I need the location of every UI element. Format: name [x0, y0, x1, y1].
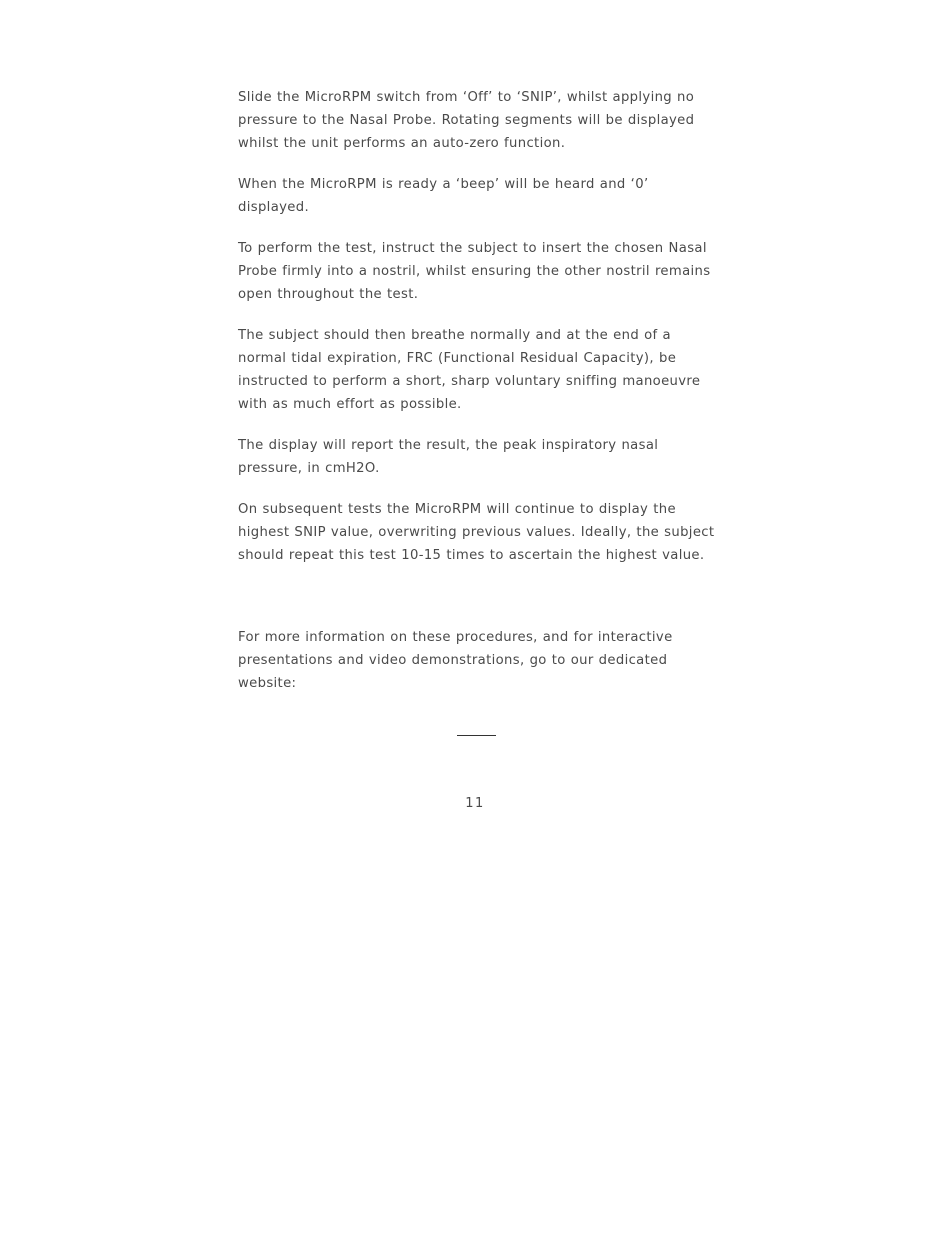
paragraph-more-information: For more information on these procedures, and for interactive presentations and video demonstrations, go to our dedicated website:: [238, 630, 673, 691]
paragraph-ready-beep: When the MicroRPM is ready a ‘beep’ will be heard and ‘0’ displayed.: [238, 177, 649, 215]
paragraph-subsequent-tests: On subsequent tests the MicroRPM will continue to display the highest SNIP value, overwriting previous values. Ideally, the subject should repeat this test 10-15 times to ascertain the highest value.: [238, 502, 715, 563]
footer-divider: [457, 735, 496, 736]
paragraph-display-result: The display will report the result, the peak inspiratory nasal pressure, in cmH2O.: [238, 438, 659, 476]
paragraph-switch-on: Slide the MicroRPM switch from ‘Off’ to ‘SNIP’, whilst applying no pressure to the Nasal Probe. Rotating segments will be displayed whilst the unit performs an auto-zero function.: [238, 90, 695, 151]
page-number: 11: [465, 796, 485, 811]
page-body: [238, 86, 722, 695]
paragraph-sniff-manoeuvre: The subject should then breathe normally and at the end of a normal tidal expiration, FRC (Functional Residual Capacity), be instructed to perform a short, sharp voluntary sniffing manoeuvre with as much effort as possible.: [238, 328, 701, 412]
paragraph-insert-probe: To perform the test, instruct the subject to insert the chosen Nasal Probe firmly into a nostril, whilst ensuring the other nostril remains open throughout the test.: [238, 241, 711, 302]
